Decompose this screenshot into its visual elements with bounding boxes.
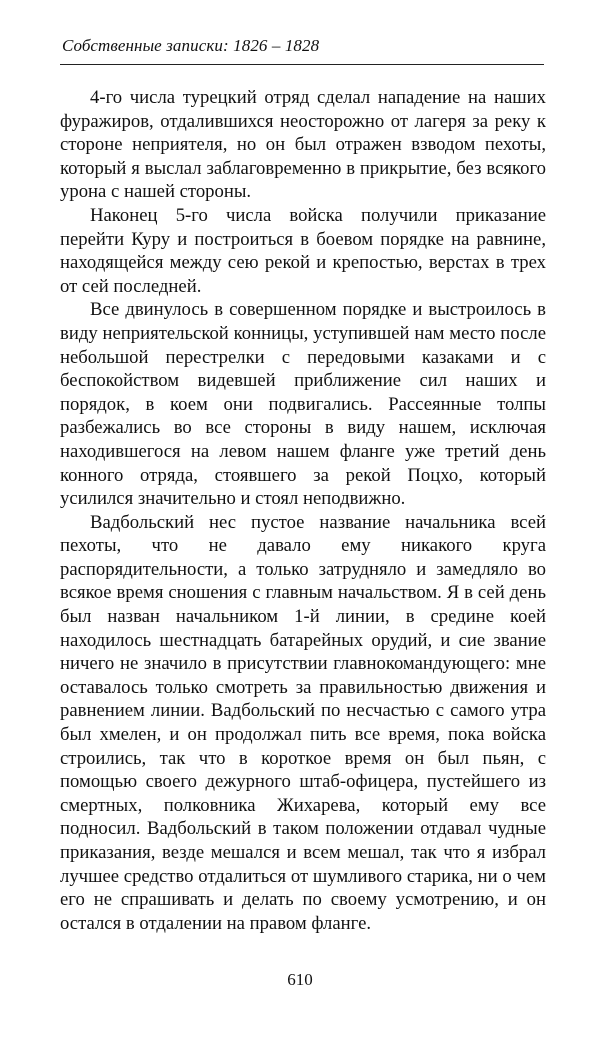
body-text — [60, 86, 546, 935]
paragraph: Вадбольский нес пустое название начальника всей пехоты, что не давало ему никакого круга распорядительности, а только затрудняло и замедляло во всякое время сношения с главным начальством. Я в сей день был назван начальником 1-й линии, в средине коей находилось шестнадцать батарейных орудий, и сие звание ничего не значило в присутствии главнокомандующего: мне оставалось только смотреть за правильностью движения и равнением линии. Вадбольский по несчастью с самого утра был хмелен, и он продолжал пить все время, пока войска строились, так что в короткое время он был пьян, с помощью своего дежурного штаб-офицера, пустейшего из смертных, полковника Жихарева, который ему все подносил. Вадбольский в таком положении отдавал чудные приказания, везде мешался и всем мешал, так что я избрал лучшее средство отдалиться от шумливого старика, ни о чем его не спрашивать и делать по своему усмотрению, и он остался в отдалении на правом фланге. — [60, 511, 546, 934]
paragraph: Наконец 5-го числа войска получили приказание перейти Куру и построиться в боевом порядке на равнине, находящейся между сею рекой и крепостью, верстах в трех от сей последней. — [60, 204, 546, 297]
paragraph: 4-го числа турецкий отряд сделал нападение на наших фуражиров, отдалившихся неосторожно от лагеря за реку к стороне неприятеля, но он был отражен взводом пехоты, который я выслал заблаговременно в прикрытие, без всякого урона с нашей стороны. — [60, 87, 546, 203]
running-header: Собственные записки: 1826 – 1828 — [62, 36, 320, 55]
header-rule — [60, 64, 544, 65]
page-number: 610 — [287, 970, 313, 989]
paragraph: Все двинулось в совершенном порядке и выстроилось в виду неприятельской конницы, уступившей нам место после небольшой перестрелки с передовыми казаками и с беспокойством видевшей приближение сил наших и порядок, в коем они подвигались. Рассеянные толпы разбежались во все стороны в виду нашем, исключая находившегося на левом нашем фланге уже третий день конного отряда, стоявшего за рекой Поцхо, который усилился значительно и стоял неподвижно. — [60, 299, 546, 510]
